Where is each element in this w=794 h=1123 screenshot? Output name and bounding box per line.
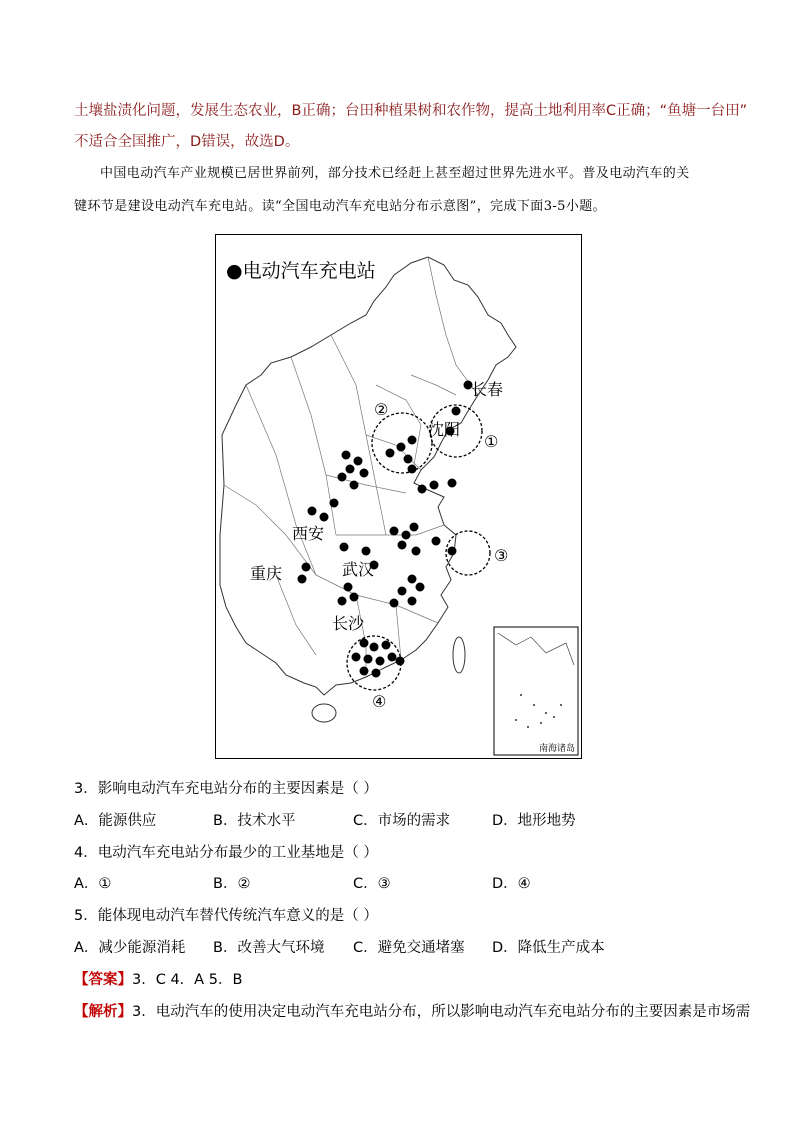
station-dot [404,455,413,464]
city-label-shenyang: 沈阳 [428,420,461,439]
station-dot [350,481,359,490]
intro-line-2: 不适合全国推广，D错误，故选D。 [74,134,300,150]
station-dot [452,407,461,416]
q5-option-a: A．减少能源消耗 [74,940,186,956]
q3-option-b: B．技术水平 [213,813,296,829]
station-dot [416,583,425,592]
station-dot [408,575,417,584]
station-dot [338,597,347,606]
intro-line-1: 土壤盐渍化问题，发展生态农业，B正确；台田种植果树和农作物，提高土地利用率C正确；“鱼塘一台田” [74,103,748,119]
station-dot [344,583,353,592]
station-dot [402,531,411,540]
city-label-changsha: 长沙 [332,614,365,633]
charging-station-map [215,234,582,759]
q3-option-d: D．地形地势 [492,813,576,829]
question-4-stem: 4．电动汽车充电站分布最少的工业基地是（ ） [74,845,378,861]
station-dot [308,507,317,516]
station-dot [418,485,427,494]
station-dot [408,436,417,445]
circle-label-1: ① [484,432,499,451]
station-dot [362,547,371,556]
inset-label: 南海诸岛 [539,744,576,754]
analysis-tag: 【解析】 [74,1004,132,1020]
station-dot [398,587,407,596]
circle-label-4: ④ [372,692,387,711]
station-dot [388,653,397,662]
station-dot [432,537,441,546]
station-dot [372,669,381,678]
q5-option-c: C．避免交通堵塞 [353,940,465,956]
station-dot [340,543,349,552]
china-outline [220,257,516,695]
q5-option-b: B．改善大气环境 [213,940,325,956]
city-label-chongqing: 重庆 [250,564,283,583]
analysis-text: 3．电动汽车的使用决定电动汽车充电站分布，所以影响电动汽车充电站分布的主要因素是市场需 [132,1004,751,1020]
q4-option-c: C．③ [353,876,391,892]
station-dot [302,563,311,572]
question-5-stem: 5．能体现电动汽车替代传统汽车意义的是（ ） [74,908,378,924]
question-3-stem: 3．影响电动汽车充电站分布的主要因素是（ ） [74,781,378,797]
station-dot [398,541,407,550]
station-dot [360,667,369,676]
map-legend: ●电动汽车充电站 [226,260,376,282]
q4-option-b: B．② [213,876,251,892]
station-dot [360,469,369,478]
city-label-xian: 西安 [292,524,325,543]
station-dot [382,641,391,650]
map-drawing [216,235,580,757]
station-dot [448,479,457,488]
station-dot [342,451,351,460]
station-dot [364,655,373,664]
station-dot [408,465,417,474]
q3-option-a: A．能源供应 [74,813,157,829]
answer-tag: 【答案】 [74,972,132,988]
station-dot [376,657,385,666]
circle-label-2: ② [374,400,389,419]
station-dot [448,547,457,556]
q4-option-a: A．① [74,876,112,892]
analysis-line [74,1002,750,1022]
station-dot [352,653,361,662]
city-label-changchun: 长春 [471,380,504,399]
q3-option-c: C．市场的需求 [353,813,451,829]
station-dot [386,449,395,458]
passage-line-2: 键环节是建设电动汽车充电站。读“全国电动汽车充电站分布示意图”，完成下面3-5小题。 [74,199,607,214]
hainan-island [312,704,336,722]
station-dot [410,523,419,532]
answer-line [74,970,242,990]
city-label-wuhan: 武汉 [342,560,375,579]
station-dot [396,657,405,666]
station-dot [338,473,347,482]
station-dot [430,481,439,490]
station-dot [397,443,406,452]
circle-label-3: ③ [494,546,509,565]
station-dot [408,597,417,606]
station-dot [390,599,399,608]
station-dot [330,499,339,508]
station-dot [350,593,359,602]
q4-option-d: D．④ [492,876,531,892]
station-dot [412,547,421,556]
station-dot [354,457,363,466]
inset-box [494,627,578,755]
taiwan-island [453,637,465,673]
q5-option-d: D．降低生产成本 [492,940,605,956]
station-dot [298,575,307,584]
station-dot [320,513,329,522]
station-dot [390,527,399,536]
answer-text: 3．C 4．A 5．B [132,972,243,988]
station-dot [370,643,379,652]
station-dot [346,465,355,474]
passage-line-1: 中国电动汽车产业规模已居世界前列，部分技术已经赶上甚至超过世界先进水平。普及电动汽车的关 [100,166,690,181]
station-dot [360,639,369,648]
